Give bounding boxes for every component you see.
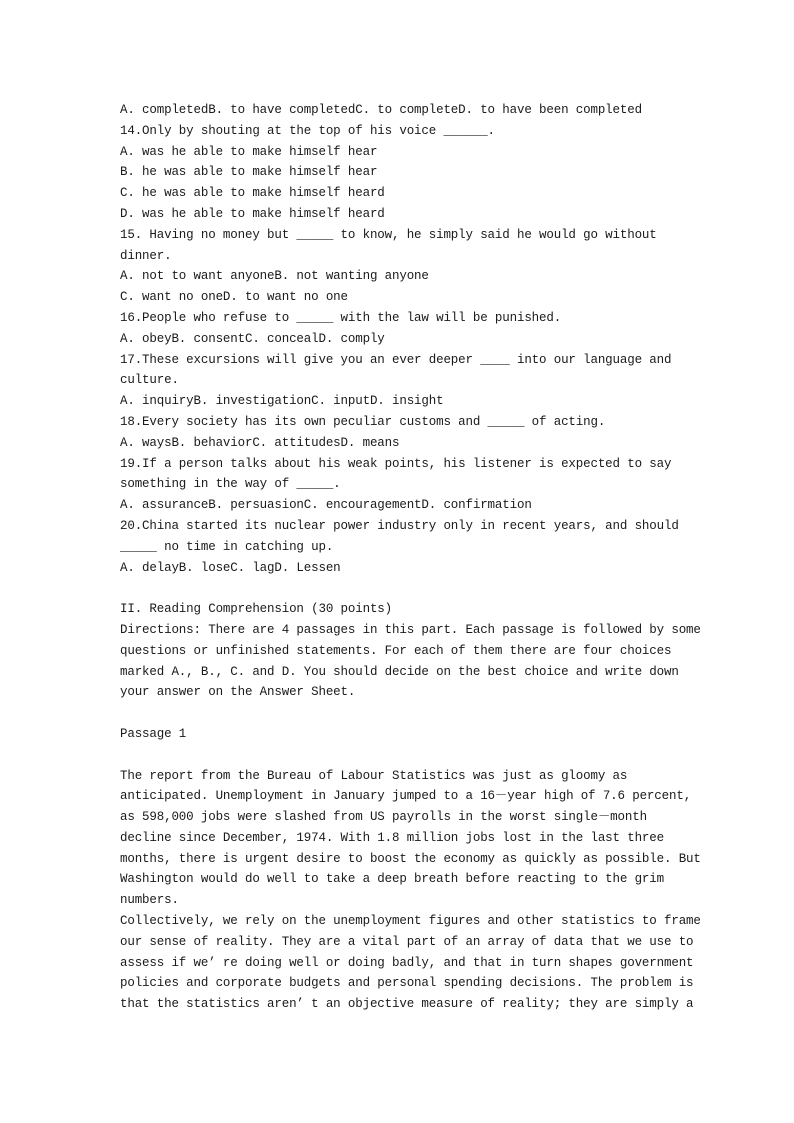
text-line: 17.These excursions will give you an ever deeper ____ into our language and xyxy=(120,352,672,367)
text-line: A. completedB. to have completedC. to completeD. to have been completed xyxy=(120,103,642,117)
text-line: our sense of reality. They are a vital part of an array of data that we use to xyxy=(120,934,694,949)
text-line: C. want no oneD. to want no one xyxy=(120,290,348,305)
text-line: The report from the Bureau of Labour Statistics was just as gloomy as xyxy=(120,768,628,783)
text-line: 16.People who refuse to _____ with the law will be punished. xyxy=(120,310,562,325)
text-line: questions or unfinished statements. For each of them there are four choices xyxy=(120,643,672,658)
text-line: Directions: There are 4 passages in this part. Each passage is followed by some xyxy=(120,622,701,637)
text-line: II. Reading Comprehension (30 points) xyxy=(120,602,392,617)
text-line: Washington would do well to take a deep breath before reacting to the grim xyxy=(120,872,664,887)
text-line: A. obeyB. consentC. concealD. comply xyxy=(120,331,385,346)
text-line: as 598,000 jobs were slashed from US payrolls in the worst single－month xyxy=(120,810,647,825)
text-line: C. he was able to make himself heard xyxy=(120,186,385,201)
blank-line xyxy=(120,703,680,724)
text-line: A. delayB. loseC. lagD. Lessen xyxy=(120,560,341,575)
text-line: assess if we’ re doing well or doing badly, and that in turn shapes government xyxy=(120,955,694,970)
text-line: numbers. xyxy=(120,893,179,908)
text-line: A. was he able to make himself hear xyxy=(120,144,378,159)
text-line: something in the way of _____. xyxy=(120,477,341,492)
text-line: 20.China started its nuclear power industry only in recent years, and should xyxy=(120,518,679,533)
text-line: culture. xyxy=(120,373,179,388)
text-line: D. was he able to make himself heard xyxy=(120,206,385,221)
text-line: 15. Having no money but _____ to know, he simply said he would go without xyxy=(120,227,657,242)
text-line: 19.If a person talks about his weak points, his listener is expected to say xyxy=(120,456,672,471)
text-line: that the statistics aren’ t an objective measure of reality; they are simply a xyxy=(120,997,694,1012)
text-line: A. waysB. behaviorC. attitudesD. means xyxy=(120,435,400,450)
text-line: Passage 1 xyxy=(120,726,187,741)
text-line: decline since December, 1974. With 1.8 million jobs lost in the last three xyxy=(120,830,664,845)
text-line: Collectively, we rely on the unemployment figures and other statistics to frame xyxy=(120,914,701,929)
text-line: 14.Only by shouting at the top of his voice ______. xyxy=(120,123,495,138)
text-line: your answer on the Answer Sheet. xyxy=(120,685,356,700)
text-line: dinner. xyxy=(120,248,172,263)
text-line: 18.Every society has its own peculiar customs and _____ of acting. xyxy=(120,414,606,429)
text-line: _____ no time in catching up. xyxy=(120,539,334,554)
text-line: anticipated. Unemployment in January jumped to a 16－year high of 7.6 percent, xyxy=(120,789,692,804)
text-line: policies and corporate budgets and personal spending decisions. The problem is xyxy=(120,976,694,991)
text-line: months, there is urgent desire to boost the economy as quickly as possible. But xyxy=(120,851,701,866)
text-line: marked A., B., C. and D. You should decide on the best choice and write down xyxy=(120,664,679,679)
text-line: A. inquiryB. investigationC. inputD. insight xyxy=(120,394,444,409)
text-line: A. assuranceB. persuasionC. encouragementD. confirmation xyxy=(120,498,532,513)
blank-line xyxy=(120,745,680,766)
text-line: A. not to want anyoneB. not wanting anyone xyxy=(120,269,429,284)
text-line: B. he was able to make himself hear xyxy=(120,165,378,180)
blank-line xyxy=(120,578,680,599)
document-page xyxy=(120,100,701,1015)
